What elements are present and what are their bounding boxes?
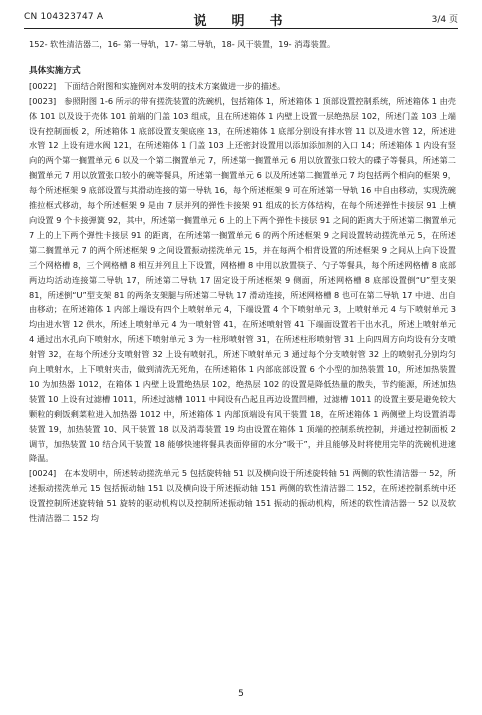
page-header — [24, 10, 458, 29]
section-heading: 具体实施方式 — [29, 65, 81, 76]
paragraph-number: [0022] — [29, 80, 57, 91]
paragraph — [29, 94, 456, 467]
paragraph — [29, 466, 456, 526]
paragraph-number: [0024] — [29, 468, 57, 479]
intro-line: 152- 软性清洁器二，16- 第一导轨，17- 第二导轨，18- 风干装置，19- 消毒装置。 — [29, 39, 336, 49]
document-body — [29, 37, 456, 526]
paragraph-text: 参照附图 1-6 所示的带有搓洗装置的洗碗机，包括箱体 1，所述箱体 1 顶部设置控制系统，所述箱体 1 由壳体 101 以及设于壳体 101 前端的门盖 103 组成，且在所述箱体 1 内壁上设置一层绝热层 102，所述门盖 103 上端设有控制面板 2，所述箱体 1 底部设置支架底座 13，在所述箱体 1 底部分别设有排水管 11 以及进水管 12，所述进水管 12 上设有进水阀 121，在所述箱体 1 门盖 103 上还密封设置用以添加添加剂的入口 14；所述箱体 1 内设有竖向的两个第一搁置单元 6 以及一个第二搁置单元 7，所述第一搁置单元 6 用以放置张口较大的碟子等餐具，所述第二搁置单元 7 用以放置张口较小的碗等餐具，所述第一搁置单元 6 以及所述第二搁置单元 7 均包括两个相向的框架 9，每个所述框架 9 底部设置与其滑动连接的第一导轨 16，每个所述框架 9 可在所述第一导轨 16 中自由移动，实现洗碗推拉框式移动，每个所述框架 9 是由 7 层并列的弹性卡接架 91 组成的长方体结构，在每个所述弹性卡接层 91 上横向设置 9 个卡接弹簧 92，其中，所述第一搁置单元 6 上的上下两个弹性卡接层 91 之间的距离大于所述第二搁置单元 7 上的上下两个弹性卡接层 91 的距离，在所述第一搁置单元 6 的两个所述框架 9 之间设置转动搓洗单元 5，在所述第二搁置单元 7 的两个所述框架 9 之间设置振动搓洗单元 15，并在每两个相背设置的所述框架 9 之间从上向下设置三个网格槽 8，三个网格槽 8 相互并列且上下设置，网格槽 8 中用以放置筷子、勺子等餐具，每个所述网格槽 8 底部两边均活动连接第二导轨 17，所述第二导轨 17 固定设于所述框架 9 侧面，所述网格槽 8 底部设置倒“U”型支架 81，所述倒“U”型支架 81 的两条支架腿与所述第二导轨 17 滑动连接，所述网格槽 8 也可在第二导轨 17 中进、出自由移动；在所述箱体 1 内部上端设有四个上喷射单元 4，下端设置 4 个下喷射单元 3，上喷射单元 4 与下喷射单元 3 均由进水管 12 供水，所述上喷射单元 4 为一喷射管 41，在所述喷射管 41 下端面设置若干出水孔，所述上喷射单元 4 通过出水孔向下喷射水，所述下喷射单元 3 为一柱形喷射管 31，在所述柱形喷射管 31 上向四周方向均设有分支喷射管 32，在每个所述分支喷射管 32 上设有喷射孔，所述下喷射单元 3 通过每个分支喷射管 32 上的喷射孔分别均匀向上喷射水，上下喷射夹击，做到清洗无死角，在所述箱体 1 内部底部设置 6 个小型的加热装置 10，所述加热装置 10 为加热器 1012，在箱体 1 内壁上设置绝热层 102，绝热层 102 的设置是降低热量的散失，节约能源，所述加热装置 10 上设有过滤槽 1011，所述过滤槽 1011 中间设有凸起且再边设置凹槽，过滤槽 1011 的设置主要是避免较大颗粒的剩饭剩菜粒进入加热器 1012 中，所述箱体 1 内部顶端设有风干装置 18，在所述箱体 1 两侧壁上均设置消毒装置 19，加热装置 10、风干装置 18 以及消毒装置 19 均由设置在箱体 1 顶端的控制系统控制，并通过控制面板 2 调节，加热装置 10 结合风干装置 18 能够快速将餐具表面停留的水分“吸干”，并且能够及时将使用完毕的洗碗机进速降温。 — [29, 95, 456, 464]
document-title: 说 明 书 — [193, 14, 289, 29]
paragraph-number: [0023] — [29, 95, 57, 106]
paragraph-text: 在本发明中，所述转动搓洗单元 5 包括旋转轴 51 以及横向设于所述旋转轴 51 两侧的软性清洁器一 52，所述振动搓洗单元 15 包括振动轴 151 以及横向设于所述振动轴 151 两侧的软性清洁器二 152，在所述控制系统中还设置控制所述旋转轴 51 旋转的驱动机构以及控制所述振动轴 151 振动的振动机构，所述的软性清洁器一 52 以及软性清洁器二 152 均 — [29, 468, 456, 524]
document-id: CN 104323747 A — [24, 12, 104, 22]
page-indicator: 3/4 页 — [431, 15, 458, 25]
paragraph — [29, 79, 456, 94]
paragraph-text: 下面结合附图和实施例对本发明的技术方案做进一步的描述。 — [64, 80, 286, 91]
page-number: 5 — [238, 689, 244, 699]
